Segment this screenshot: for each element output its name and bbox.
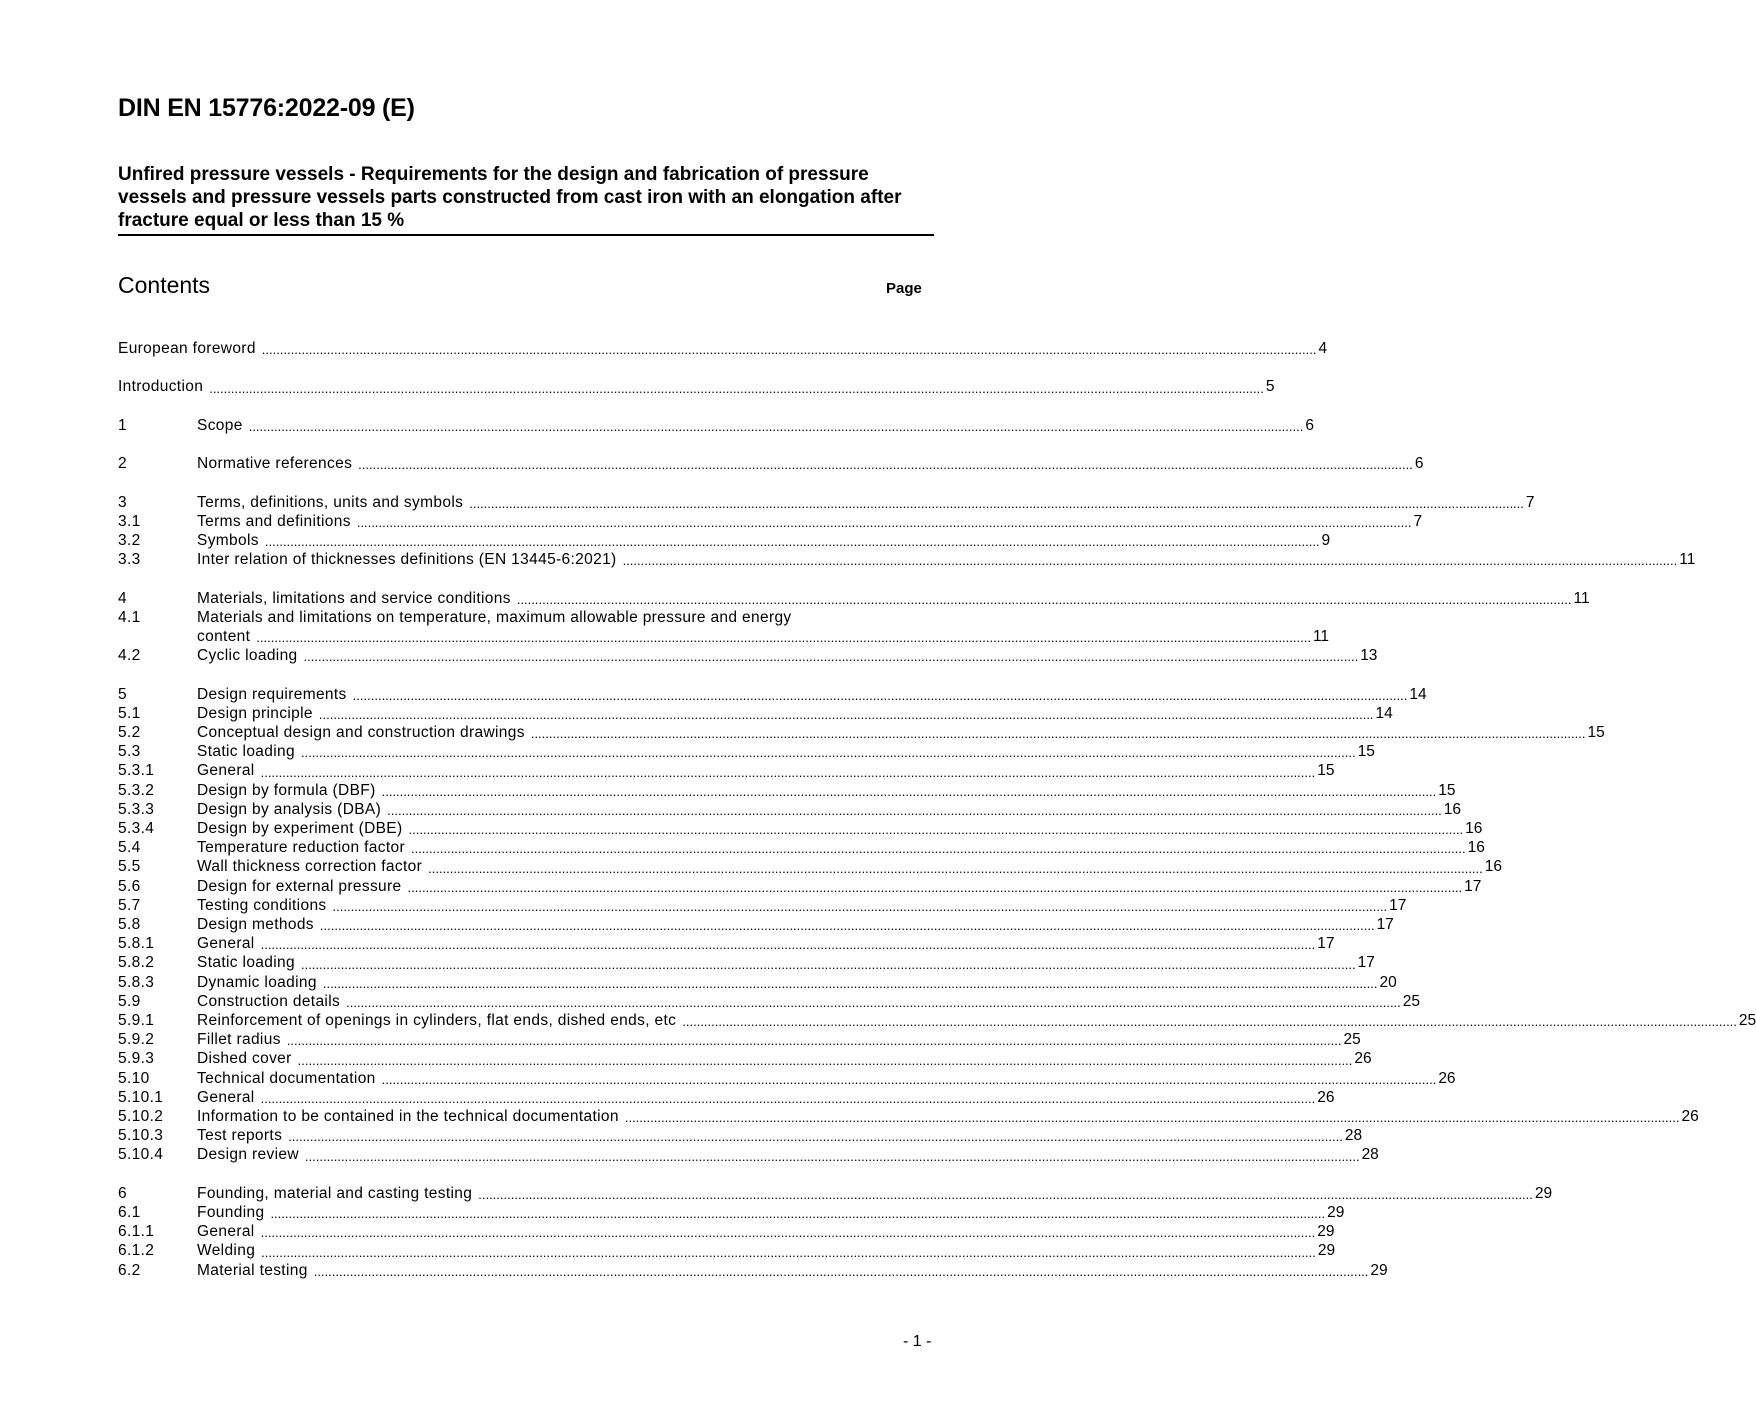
toc-page: 25	[1738, 1012, 1756, 1030]
toc-entry-5-3-1[interactable]	[118, 761, 1335, 780]
toc-leader	[428, 861, 1483, 877]
toc-page: 15	[1317, 762, 1335, 780]
page-number: - 1 -	[903, 1333, 932, 1350]
toc-leader	[319, 707, 1374, 723]
toc-page: 15	[1587, 723, 1605, 741]
toc-page: 26	[1354, 1050, 1372, 1068]
toc-leader	[531, 726, 1586, 742]
toc-title: Material testing	[197, 1261, 308, 1279]
toc-leader	[262, 342, 1317, 358]
toc-number: 5.8	[118, 916, 141, 933]
toc-leader	[288, 1129, 1343, 1145]
toc-number: 6.1	[118, 1204, 141, 1222]
toc-number: 5.10.4	[118, 1146, 164, 1164]
toc-title: General	[197, 935, 255, 953]
toc-number: 4.1	[118, 608, 141, 626]
toc-page: 29	[1327, 1204, 1345, 1222]
toc-leader	[625, 1110, 1680, 1126]
toc-entry-5-2[interactable]	[118, 723, 1605, 742]
toc-number: 5.10.1	[118, 1088, 164, 1106]
toc-entry-5-9-2[interactable]	[118, 1030, 1361, 1049]
toc-entry-5-10-3[interactable]	[118, 1126, 1363, 1145]
toc-number: 5.10	[118, 1069, 150, 1087]
toc-number: 5	[118, 685, 127, 703]
toc-number: 5.3.2	[118, 781, 155, 799]
toc-leader	[682, 1014, 1737, 1030]
toc-title: Design principle	[197, 704, 313, 722]
toc-page: 11	[1312, 627, 1330, 645]
toc-leader	[265, 534, 1320, 550]
toc-entry-6-2[interactable]	[118, 1261, 1388, 1280]
toc-entry-6-1[interactable]	[118, 1203, 1345, 1222]
toc-page: 17	[1317, 935, 1335, 953]
toc-leader	[209, 381, 1264, 397]
toc-leader	[287, 1033, 1342, 1049]
toc-number: 5.1	[118, 704, 141, 722]
toc-leader	[301, 957, 1356, 973]
toc-title-line2: content	[197, 627, 251, 645]
toc-entry-5-3-4[interactable]	[118, 819, 1483, 838]
toc-title: Dynamic loading	[197, 973, 317, 991]
toc-leader	[249, 419, 1304, 435]
toc-number: 3.2	[118, 531, 141, 549]
toc-entry-3[interactable]	[118, 493, 1535, 512]
toc-page: 26	[1317, 1088, 1335, 1106]
toc-number: 5.3	[118, 743, 141, 761]
toc-entry-5-4[interactable]	[118, 838, 1485, 857]
toc-number: 6.1.2	[118, 1242, 155, 1260]
toc-page: 28	[1361, 1146, 1379, 1164]
toc-page: 5	[1265, 378, 1275, 396]
toc-leader	[270, 1206, 1325, 1222]
toc-page: 26	[1438, 1069, 1456, 1087]
toc-leader	[411, 841, 1466, 857]
toc-number: 1	[118, 416, 127, 434]
toc-entry-5-5[interactable]	[118, 857, 1503, 876]
toc-entry-4[interactable]	[118, 589, 1590, 608]
toc-entry-5[interactable]	[118, 685, 1427, 704]
toc-leader	[387, 803, 1442, 819]
toc-number: 5.8.3	[118, 973, 155, 991]
toc-entry-5-9-3[interactable]	[118, 1049, 1372, 1068]
toc-number: 5.6	[118, 877, 141, 895]
toc-page: 15	[1357, 743, 1375, 761]
toc-number: 4.2	[118, 647, 141, 665]
toc-entry-5-10-2[interactable]	[118, 1107, 1699, 1126]
toc-leader	[478, 1187, 1533, 1203]
toc-leader	[333, 899, 1388, 915]
toc-page: 4	[1318, 340, 1328, 357]
toc-entry-6-1-1[interactable]	[118, 1222, 1335, 1241]
toc-title: Dished cover	[197, 1050, 292, 1068]
toc-title: Construction details	[197, 992, 341, 1010]
toc-title: Design by formula (DBF)	[197, 781, 376, 799]
toc-title: General	[197, 762, 255, 780]
toc-number: 5.7	[118, 896, 141, 914]
toc-entry-5-8[interactable]	[118, 915, 1394, 934]
toc-page: 25	[1402, 992, 1421, 1010]
toc-title: Wall thickness correction factor	[197, 858, 423, 876]
contents-heading: Contents	[118, 272, 211, 298]
toc-title: Design by experiment (DBE)	[197, 819, 403, 837]
toc-entry-5-8-1[interactable]	[118, 934, 1335, 953]
toc-number: 5.9.1	[118, 1012, 155, 1030]
toc-page: 26	[1681, 1108, 1699, 1126]
toc-title: Reinforcement of openings in cylinders, flat ends, dished ends, etc	[197, 1012, 677, 1030]
toc-number: 5.9.3	[118, 1050, 155, 1068]
toc-leader	[261, 937, 1316, 953]
toc-title: Terms and definitions	[197, 512, 351, 530]
toc-leader	[261, 1245, 1316, 1261]
toc-entry-5-3[interactable]	[118, 742, 1375, 761]
toc-title: Design methods	[197, 916, 314, 933]
toc-entry-5-8-2[interactable]	[118, 953, 1375, 972]
toc-entry-6-1-2[interactable]	[118, 1241, 1336, 1260]
toc-number: 3.3	[118, 551, 141, 569]
toc-page: 7	[1413, 512, 1423, 530]
toc-title: Design for external pressure	[197, 877, 402, 895]
toc-leader	[408, 880, 1463, 896]
toc-page: 14	[1375, 704, 1393, 722]
toc-title: Information to be contained in the technical documentation	[197, 1108, 619, 1126]
toc-entry-4-2[interactable]	[118, 646, 1378, 665]
toc-entry-5-10-4[interactable]	[118, 1145, 1379, 1164]
toc-title: Design requirements	[197, 685, 347, 703]
toc-entry-5-3-2[interactable]	[118, 781, 1456, 800]
toc-leader	[517, 592, 1572, 608]
toc-entry-1[interactable]	[118, 416, 1314, 435]
toc-page: 7	[1525, 493, 1535, 511]
toc-title: Founding	[197, 1204, 265, 1222]
toc-page: 17	[1376, 916, 1394, 933]
toc-entry-5-6[interactable]	[118, 877, 1482, 896]
toc-leader	[261, 1091, 1316, 1107]
toc-leader	[261, 1225, 1316, 1241]
toc-title: Normative references	[197, 455, 353, 473]
toc-title: Conceptual design and construction drawings	[197, 723, 525, 741]
toc-leader	[314, 1264, 1369, 1280]
toc-leader	[320, 918, 1375, 934]
toc-number: 3.1	[118, 512, 141, 530]
toc-entry-3-1[interactable]	[118, 512, 1423, 531]
toc-page: 17	[1464, 877, 1482, 895]
toc-page: 15	[1438, 781, 1456, 799]
toc-number: 6.1.1	[118, 1223, 155, 1241]
toc-leader	[323, 976, 1378, 992]
toc-leader	[623, 553, 1678, 569]
toc-leader	[409, 822, 1464, 838]
toc-number: 5.3.1	[118, 762, 155, 780]
toc-page: 14	[1409, 685, 1427, 703]
toc-leader	[298, 1053, 1353, 1069]
toc-entry-5-9[interactable]	[118, 992, 1421, 1011]
toc-leader	[469, 496, 1524, 512]
toc-number: 5.10.2	[118, 1108, 164, 1126]
toc-title: European foreword	[118, 340, 256, 357]
toc-entry-5-8-3[interactable]	[118, 973, 1397, 992]
document-id: DIN EN 15776:2022-09 (E)	[118, 94, 415, 122]
toc-page: 17	[1357, 954, 1375, 972]
toc-title: Welding	[197, 1242, 256, 1260]
toc-title: Testing conditions	[197, 896, 327, 914]
toc-title: Scope	[197, 416, 243, 434]
toc-entry-2[interactable]	[118, 454, 1424, 473]
toc-title: Temperature reduction factor	[197, 839, 405, 857]
toc-title-line1: Materials and limitations on temperature, maximum allowable pressure and energy	[197, 608, 792, 626]
toc-entry-3-3[interactable]	[118, 550, 1696, 569]
toc-leader	[357, 515, 1412, 531]
document-subtitle: Unfired pressure vessels - Requirements for the design and fabrication of pressure vessels and pressure vessels parts constructed from cast iron with an elongation after fracture equal or less than 15 %	[118, 163, 934, 236]
toc-entry-4-1[interactable]	[118, 608, 1330, 646]
toc-leader	[261, 765, 1316, 781]
toc-page: 20	[1379, 973, 1397, 991]
toc-title: Fillet radius	[197, 1031, 281, 1049]
toc-number: 6	[118, 1184, 127, 1202]
toc-leader	[346, 995, 1401, 1011]
toc-entry-5-10[interactable]	[118, 1069, 1456, 1088]
toc-title: Test reports	[197, 1127, 283, 1145]
toc-title: Terms, definitions, units and symbols	[197, 493, 464, 511]
toc-entry-5-3-3[interactable]	[118, 800, 1462, 819]
toc-page: 28	[1344, 1127, 1363, 1145]
toc-number: 2	[118, 455, 127, 473]
toc-title: Introduction	[118, 378, 204, 396]
toc-title: Symbols	[197, 531, 259, 549]
toc-title: Static loading	[197, 743, 295, 761]
toc-number: 5.9	[118, 992, 141, 1010]
toc-leader	[353, 688, 1408, 704]
table-of-contents	[118, 339, 1756, 1280]
toc-page: 16	[1484, 858, 1503, 876]
toc-title: Founding, material and casting testing	[197, 1184, 473, 1202]
toc-leader	[382, 1072, 1437, 1088]
toc-page: 29	[1370, 1261, 1388, 1279]
toc-number: 5.3.3	[118, 800, 155, 818]
toc-title: Static loading	[197, 954, 295, 972]
toc-number: 5.4	[118, 839, 141, 857]
toc-page: 9	[1321, 531, 1331, 549]
toc-title: General	[197, 1088, 255, 1106]
toc-page: 17	[1389, 896, 1407, 914]
toc-number: 5.10.3	[118, 1127, 164, 1145]
toc-entry-6[interactable]	[118, 1184, 1553, 1203]
toc-page: 11	[1573, 589, 1590, 607]
toc-entry-5-10-1[interactable]	[118, 1088, 1335, 1107]
toc-page: 6	[1414, 455, 1424, 473]
toc-entry-introduction[interactable]	[118, 377, 1275, 396]
toc-page: 11	[1679, 551, 1696, 569]
toc-entry-5-9-1[interactable]	[118, 1011, 1756, 1030]
toc-entry-5-1[interactable]	[118, 704, 1393, 723]
toc-page: 25	[1343, 1031, 1361, 1049]
toc-page: 29	[1317, 1242, 1336, 1260]
toc-number: 6.2	[118, 1261, 141, 1279]
toc-title: Cyclic loading	[197, 647, 298, 665]
toc-title: Design review	[197, 1146, 299, 1164]
toc-number: 5.3.4	[118, 819, 155, 837]
toc-entry-5-7[interactable]	[118, 896, 1407, 915]
toc-number: 4	[118, 589, 127, 607]
toc-leader	[358, 457, 1413, 473]
toc-entry-3-2[interactable]	[118, 531, 1331, 550]
toc-leader	[305, 1149, 1360, 1165]
toc-page: 16	[1467, 839, 1485, 857]
toc-leader	[382, 784, 1437, 800]
toc-entry-foreword[interactable]	[118, 339, 1328, 358]
toc-leader	[256, 630, 1311, 646]
toc-title: Inter relation of thicknesses definitions (EN 13445-6:2021)	[197, 551, 617, 569]
toc-page: 29	[1317, 1223, 1335, 1241]
toc-title: Technical documentation	[197, 1069, 376, 1087]
toc-number: 5.8.2	[118, 954, 155, 972]
toc-page: 16	[1465, 819, 1483, 837]
toc-page: 6	[1305, 416, 1314, 434]
toc-title: Design by analysis (DBA)	[197, 800, 382, 818]
toc-title: Materials, limitations and service conditions	[197, 589, 511, 607]
toc-number: 5.2	[118, 723, 141, 741]
page-column-label: Page	[886, 280, 922, 297]
toc-leader	[304, 649, 1359, 665]
toc-number: 5.8.1	[118, 935, 155, 953]
toc-page: 13	[1360, 647, 1378, 665]
toc-page: 29	[1534, 1184, 1553, 1202]
toc-page: 16	[1443, 800, 1462, 818]
toc-number: 3	[118, 493, 127, 511]
toc-title: General	[197, 1223, 255, 1241]
toc-leader	[301, 745, 1356, 761]
toc-number: 5.5	[118, 858, 141, 876]
toc-number: 5.9.2	[118, 1031, 155, 1049]
